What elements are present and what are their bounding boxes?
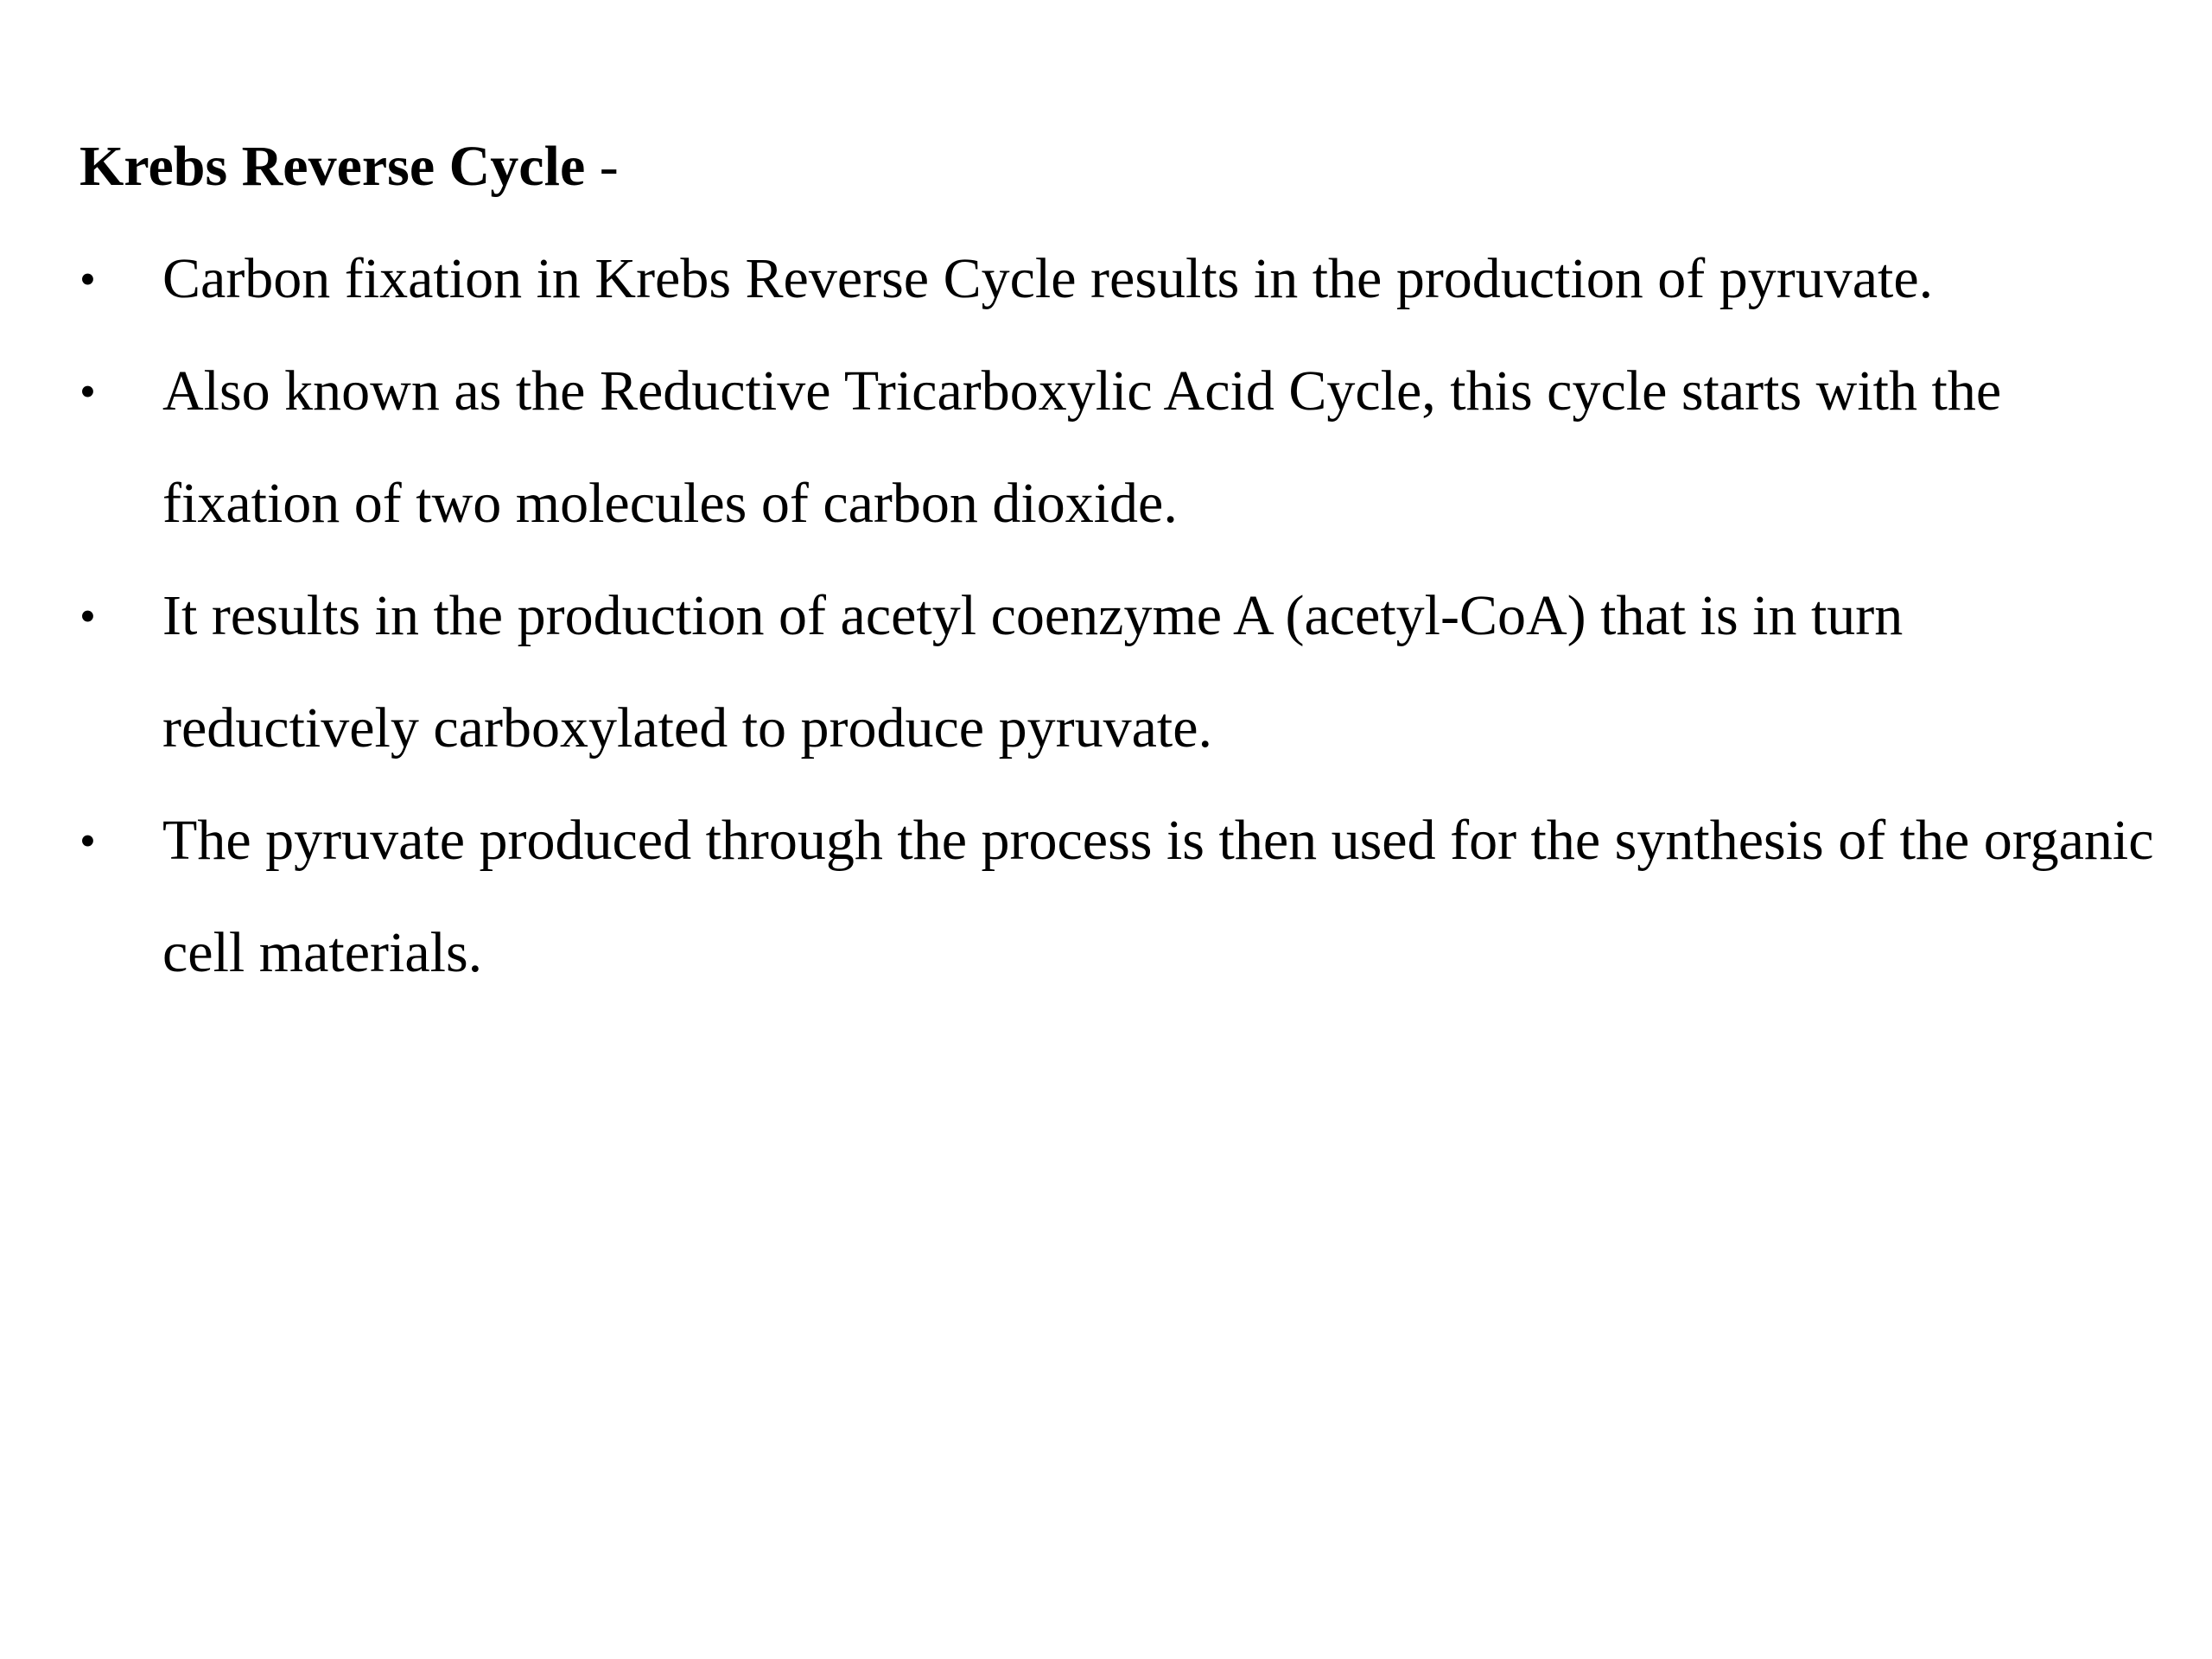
- slide-heading: [79, 111, 2171, 223]
- heading-title: Krebs Reverse Cycle: [79, 135, 586, 198]
- bullet-text: It results in the production of acetyl coenzyme A (acetyl-CoA) that is in turn reductively carboxylated to produce pyruvate.: [162, 584, 1904, 760]
- bullet-icon: •: [79, 253, 96, 305]
- bullet-item: [79, 335, 2171, 560]
- slide-content: [79, 111, 2171, 1009]
- bullet-icon: •: [79, 365, 96, 417]
- bullet-list: [79, 223, 2171, 1009]
- bullet-item: [79, 560, 2171, 785]
- bullet-icon: •: [79, 815, 96, 867]
- bullet-text: Carbon fixation in Krebs Reverse Cycle results in the production of pyruvate.: [162, 247, 1934, 310]
- bullet-item: [79, 785, 2171, 1009]
- heading-suffix: -: [585, 135, 619, 198]
- bullet-text: Also known as the Reductive Tricarboxylic Acid Cycle, this cycle starts with the fixation of two molecules of carbon dioxide.: [162, 359, 2002, 535]
- bullet-item: [79, 223, 2171, 335]
- bullet-icon: •: [79, 590, 96, 642]
- bullet-text: The pyruvate produced through the process is then used for the synthesis of the organic cell materials.: [162, 809, 2154, 984]
